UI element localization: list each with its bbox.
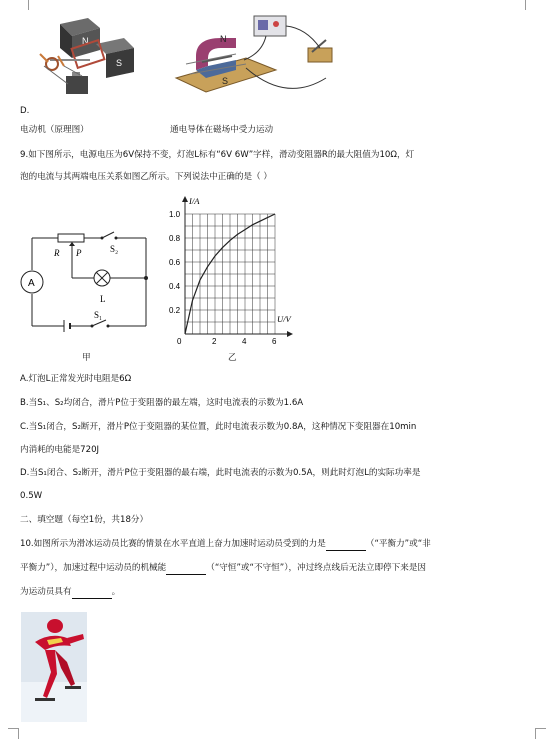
y-axis-arrow [182, 196, 188, 202]
corner-mark-bottom-left [8, 728, 19, 739]
skater-helmet [47, 619, 63, 633]
section-2-title: 二、填空题（每空1份，共18分） [20, 515, 149, 525]
q9-stem-line1: 9.如下图所示，电源电压为6V保持不变，灯泡L标有“6V 6W”字样，滑动变阻器R的最大阻值为10Ω，灯 [20, 150, 415, 160]
s2-contact-right [115, 237, 118, 240]
motor-n-pole-label: N [82, 36, 89, 46]
s1-contact-left [91, 325, 94, 328]
power-supply-panel [258, 20, 268, 30]
speed-skater-photo [21, 612, 87, 722]
switch-s1-blade [92, 320, 106, 326]
junction-right [144, 276, 148, 280]
q10-line1 [20, 538, 431, 551]
q10-line2-text-b: （“守恒”或“不守恒”），冲过终点线后无法立即停下来是因 [206, 563, 427, 573]
y-tick-label: 1.0 [169, 210, 181, 219]
corner-mark-bottom-right [535, 728, 546, 739]
skate-blade-back [65, 686, 81, 689]
y-tick-label: 0.4 [169, 282, 181, 291]
q9-option-c-line2: 内消耗的电能是720J [20, 445, 100, 455]
q10-line2-text-a: 平衡力”），加速过程中运动员的机械能 [20, 563, 167, 573]
graph-caption: 乙 [228, 353, 237, 363]
q10-line1-text-b: （“平衡力”或“非 [365, 539, 431, 549]
corner-mark-top-left [18, 0, 29, 10]
q9-stem-line2: 泡的电流与其两端电压关系如图乙所示。下列说法中正确的是（ ） [20, 172, 272, 182]
conductor-caption: 通电导体在磁场中受力运动 [170, 125, 274, 135]
label-l: L [100, 294, 106, 304]
wire-supply-to-switch [286, 26, 320, 48]
y-axis-label: I/A [189, 196, 200, 206]
option-d-label: D. [20, 106, 30, 116]
label-p: P [76, 248, 82, 258]
slider-p-arrow [69, 242, 75, 246]
q10-line2 [20, 562, 426, 575]
q9-option-d-line2: 0.5W [20, 491, 43, 501]
y-tick-label: 0.2 [169, 306, 181, 315]
corner-mark-top-right [525, 0, 536, 10]
q10-line3-text-a: 为运动员具有 [20, 587, 72, 597]
y-tick-label: 0.8 [169, 234, 181, 243]
iv-graph [165, 196, 305, 346]
q10-line1-text-a: 10.如图所示为滑冰运动员比赛的情景在水平直道上奋力加速时运动员受到的力是 [20, 539, 326, 549]
origin-label: 0 [177, 337, 182, 346]
power-supply-knob [273, 21, 279, 27]
motor-brush-left [40, 54, 48, 62]
motor-caption: 电动机（原理图） [20, 125, 89, 135]
y-tick-label: 0.6 [169, 258, 181, 267]
magnet-s-label: S [222, 76, 229, 86]
s1-contact-right [107, 325, 110, 328]
x-tick-label: 2 [212, 337, 217, 346]
q9-option-c-line1: C.当S₁闭合，S₂断开，滑片P位于变阻器的某位置，此时电流表示数为0.8A，这种情况下变阻器在10min [20, 422, 417, 432]
motor-battery [66, 76, 88, 94]
x-tick-label: 6 [272, 337, 277, 346]
wire-supply-to-rail [244, 36, 266, 60]
s2-contact-left [101, 237, 104, 240]
x-axis-arrow [287, 331, 293, 337]
x-axis-label: U/V [277, 314, 291, 324]
ammeter-label: A [28, 278, 35, 289]
circuit-caption: 甲 [82, 353, 91, 363]
q10-line3 [20, 586, 120, 599]
q9-option-b: B.当S₁、S₂均闭合，滑片P位于变阻器的最左端，这时电流表的示数为1.6A [20, 398, 304, 408]
skate-blade-front [35, 698, 55, 701]
x-tick-label: 4 [242, 337, 247, 346]
motor-diagram [30, 14, 140, 104]
label-s2: S₂ [110, 244, 119, 254]
q10-blank-2[interactable] [166, 562, 206, 575]
label-s1: S₁ [94, 310, 103, 320]
motor-s-pole-label: S [116, 58, 123, 68]
switch-base [308, 48, 332, 62]
switch-s2-blade [102, 232, 114, 238]
q9-option-d-line1: D.当S₁闭合、S₂断开，滑片P位于变阻器的最右端，此时电流表的示数为0.5A，则此时灯泡L的实际功率是 [20, 468, 421, 478]
rheostat-r [58, 234, 84, 242]
q9-option-a: A.灯泡L正常发光时电阻是6Ω [20, 374, 132, 384]
conductor-experiment-diagram [166, 8, 346, 108]
circuit-diagram [18, 222, 158, 352]
label-r: R [54, 248, 60, 258]
q10-line3-text-b: 。 [111, 587, 121, 597]
magnet-n-label: N [220, 34, 227, 44]
q10-blank-1[interactable] [326, 538, 366, 551]
q10-blank-3[interactable] [72, 586, 112, 599]
